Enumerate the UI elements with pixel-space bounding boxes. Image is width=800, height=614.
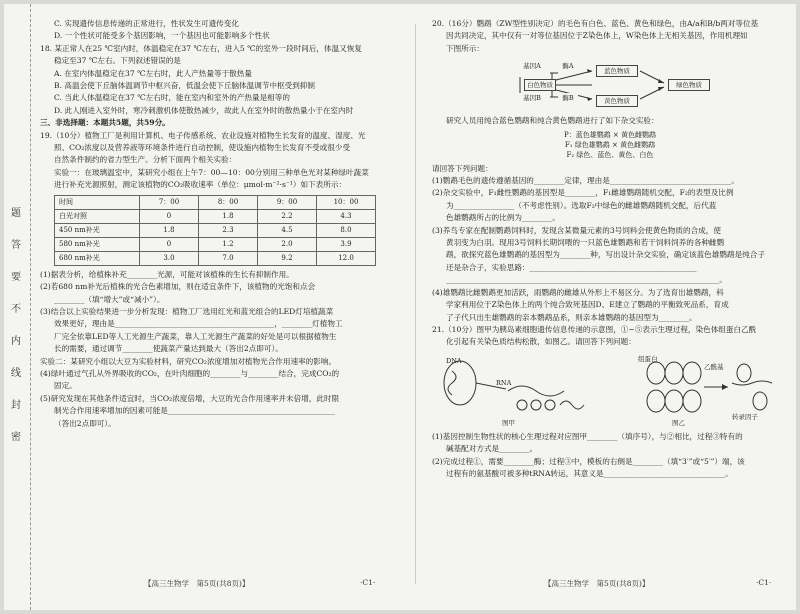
q19-sub-3c: 厂完全依靠LED等人工光源生产蔬菜，靠人工光源生产蔬菜的好处是可以根据植物生: [54, 331, 337, 341]
blue-substance-box: 蓝色物质: [596, 65, 638, 77]
q20-line: 下图所示：: [446, 43, 484, 53]
yellow-substance-box: 黄色物质: [596, 95, 638, 107]
q19-exp2: 实验二：某研究小组以大豆为实验材料，研究CO₂浓度增加对植物光合作用速率的影响。: [40, 356, 337, 366]
q18-stem: 18. 某正常人在25 ℃室内时，体温稳定在37 ℃左右，进入5 ℃的室外一段时间后，体温又恢复: [40, 43, 362, 53]
fig-rna-label: RNA: [496, 378, 512, 387]
fig-histone-label: 组蛋白: [638, 354, 658, 363]
q19-sub-2b: ________（填“增大”或“减小”）。: [54, 294, 165, 304]
q20-sub-3e: ________________________________________________________________________。: [446, 275, 727, 285]
q19-sub-5b: 制光合作用速率增加的因素可能是____________________________________________: [54, 406, 335, 416]
q20-ask: 请回答下列问题：: [432, 163, 493, 173]
gene-a-label: 基因A: [516, 61, 548, 71]
q20-sub-3: (3)养鸟专家在配制鹦鹉饲料时，发现含某微量元素的3号饲料会使黄色物质的合成，使: [432, 225, 721, 235]
exam-sheet: [4, 4, 796, 610]
table-header-cell: 8：00: [199, 195, 258, 209]
q20-sub-3d: 还是杂合子，实验思路：____________________________________________: [446, 262, 697, 272]
q20-sub-2b: 为________________（不考虑性别）。选取F₂中绿色的雌雄鹦鹉随机交配，后代蓝: [446, 200, 717, 210]
right-footer-code: ·C1·: [756, 578, 772, 587]
q20-sub-2c: 色雄鹦鹉所占的比例为________。: [446, 213, 560, 223]
left-footer: 【高三生物学 第5页(共8页)】: [144, 579, 250, 588]
section-heading: 三、非选择题：本题共5题，共59分。: [40, 118, 170, 128]
q19-line: 19.（10分）植物工厂是利用计算机、电子传感系统、农业设施对植物生长发育的温度、湿度、光: [40, 130, 366, 140]
table-cell: 1.8: [140, 223, 199, 237]
q20-sub-2: (2)杂交实验中，F₁雌性鹦鹉的基因型是________，F₁雌雄鹦鹉随机交配，F₂的表型及比例: [432, 188, 734, 198]
margin-char: 不: [11, 304, 21, 315]
fig-b-caption: 图乙: [672, 418, 685, 427]
table-cell: 2.0: [258, 237, 317, 251]
table-cell: 4.5: [258, 223, 317, 237]
q19-sub-2: (2)若680 nm补光后植株的光合色素增加，则在适宜条件下，该植物的光饱和点会: [40, 282, 316, 292]
table-row: [55, 251, 376, 265]
q19-sub-3d: 长的需要，通过调节________使蔬菜产量达到最大（答出2点即可）。: [54, 344, 283, 354]
table-cell: 0: [140, 237, 199, 251]
margin-char: 要: [11, 272, 21, 283]
q18-option-c: C. 当此人体温稳定在37 ℃左右时，能在室内和室外的产热量是相等的: [54, 93, 290, 103]
q20-sub-4b: 学家利用位于Z染色体上的两个纯合致死基因D、E建立了鹦鹉的平衡致死品系，育成: [446, 300, 729, 310]
left-footer-code: ·C1·: [360, 578, 376, 587]
margin-char: 题: [11, 208, 21, 219]
q18-option-b: B. 高温会使下丘脑体温调节中枢兴奋，低温会使下丘脑体温调节中枢受到抑制: [54, 81, 315, 91]
q18-stem-2: 稳定至37 ℃左右。下列叙述错误的是: [54, 56, 181, 66]
q21-sub-2: (2)完成过程①，需要________酶；过程③中，模板的右侧是________（填“3′”或“5′”）端，该: [432, 456, 745, 466]
page-divider: [415, 24, 416, 584]
margin-char: 内: [11, 336, 21, 347]
q21-stem: 21.（10分）图甲为胰岛素细胞遗传信息传递的示意图，①~⑤表示生理过程，染色体组蛋白乙酰: [432, 324, 757, 334]
margin-char: 封: [11, 400, 21, 411]
q19-line: 实验一：在玻璃温室中，某研究小组在上午7：00—10：00分别用三种单色光对某种绿叶蔬菜: [54, 167, 369, 177]
q21-sub-1b: 碱基配对方式是________。: [446, 444, 538, 454]
margin-char: 线: [11, 368, 21, 379]
cross-f2: F₂ 绿色、蓝色、黄色、白色: [566, 150, 654, 159]
table-cell: 680 nm补光: [55, 251, 140, 265]
table-header-row: [55, 195, 376, 209]
q19-sub-4: (4)绿叶通过气孔从外界吸收的CO₂，在叶肉细胞的________与________结合，完成CO₂的: [40, 368, 340, 378]
fig-acetyl-label: 乙酰基: [704, 362, 724, 371]
fig-a-caption: 图甲: [502, 418, 515, 427]
q18-option-d: D. 此人刚进入室外时，寒冷刺激机体使散热减少，故此人在室外时的散热量小于在室内时: [54, 105, 354, 115]
option-c: C. 实现遗传信息传递的正常进行，性状发生可遗传变化: [54, 19, 240, 28]
table-cell: 4.3: [317, 209, 376, 223]
table-row: [55, 223, 376, 237]
table-cell: 1.2: [199, 237, 258, 251]
q19-line: 进行补充光源照射，测定该植物的CO₂吸收速率（单位：μmol·m⁻²·s⁻¹）如下表所示：: [54, 180, 347, 190]
table-cell: 9.2: [258, 251, 317, 265]
q21-sub-2b: 过程有的氨基酸可被多种tRNA转运，其意义是________________________________。: [446, 468, 733, 478]
enzyme-a-label: 酶A: [558, 61, 578, 71]
table-row: [55, 209, 376, 223]
white-substance-box: 白色物质: [524, 79, 556, 91]
q19-sub-3b: 效果更好，理由是__________________________________________，________灯植物工: [54, 319, 343, 329]
q20-sub-3c: 鹉，欲探究蓝色雄鹦鹉的基因型为________种，写出设计杂交实验，确定该蓝色雄鹦鹉是纯合子: [446, 250, 765, 260]
q20-sub-3b: 黄羽变为白羽。现用3号饲料长期饲喂的一只蓝色雄鹦鹉和若干饲料饲养的各种雌鹦: [446, 238, 725, 248]
q19-sub-4b: 固定。: [54, 381, 77, 391]
table-cell: 0: [140, 209, 199, 223]
table-header-cell: 7：00: [140, 195, 199, 209]
pigment-pathway-diagram: [432, 59, 788, 113]
q18-option-a: A. 在室内体温稳定在37 ℃左右时，此人产热量等于散热量: [54, 68, 252, 78]
table-cell: 2.3: [199, 223, 258, 237]
binding-margin: [4, 4, 31, 610]
option-d: D. 一个性状可能受多个基因影响，一个基因也可能影响多个性状: [54, 31, 270, 41]
q20-sub-1: (1)鹦鹉毛色的遗传遵循基因的________定律，理由是________________________________。: [432, 176, 739, 186]
q19-sub-1: (1)据表分析，给植株补充________光源，可能对该植株的生长有抑制作用。: [40, 269, 294, 279]
margin-char: 密: [11, 432, 21, 443]
cross-diagram: [432, 130, 788, 160]
q20-line: 研究人员用纯合蓝色鹦鹉和纯合黄色鹦鹉进行了如下杂交实验：: [446, 116, 659, 126]
green-substance-box: 绿色物质: [668, 79, 710, 91]
gene-b-label: 基因B: [516, 93, 548, 103]
table-cell: 白光对照: [55, 209, 140, 223]
cross-parental: P：蓝色雄鹦鹉 × 黄色雌鹦鹉: [563, 130, 657, 139]
fig-factor-label: 转录因子: [732, 412, 758, 421]
table-header-cell: 9：00: [258, 195, 317, 209]
right-page: [432, 18, 788, 480]
q21-stem-2: 化引起有关染色质结构松散，如图乙。请回答下列问题：: [446, 337, 636, 347]
table-header-cell: 10：00: [317, 195, 376, 209]
table-cell: 12.0: [317, 251, 376, 265]
table-row: [55, 237, 376, 251]
q19-sub-5c: （答出2点即可）。: [54, 418, 116, 428]
table-cell: 7.0: [199, 251, 258, 265]
q19-sub-5: (5)研究发现在其他条件适宜时，当CO₂浓度倍增，大豆的光合作用速率并未倍增，此时限: [40, 393, 340, 403]
table-cell: 1.8: [199, 209, 258, 223]
table-cell: 450 nm补光: [55, 223, 140, 237]
table-cell: 8.0: [317, 223, 376, 237]
right-footer: 【高三生物学 第5页(共8页)】: [544, 579, 650, 588]
table-cell: 580 nm补光: [55, 237, 140, 251]
left-page: [40, 18, 402, 430]
table-header-cell: 时间: [55, 195, 140, 209]
table-cell: 3.9: [317, 237, 376, 251]
q20-sub-4: (4)雄鹦鹉比雌鹦鹉更加活跃，雨鹦鹉的雌雄从外形上不易区分。为了选育出雄鹦鹉，科: [432, 287, 724, 297]
fig-dna-label: DNA: [446, 356, 462, 365]
q20-sub-4c: 了子代只出生雄鹦鹉的亲本鹦鹉品系，则亲本雄鹦鹉的基因型为________。: [446, 312, 697, 322]
table-cell: 2.2: [258, 209, 317, 223]
cross-f1: F₁ 绿色雄鹦鹉 × 黄色雌鹦鹉: [564, 140, 656, 149]
q19-line: 照、CO₂浓度以及营养液等环境条件进行自动控制，使设施内植物生长发育不受或很少受: [54, 143, 351, 153]
table-cell: 3.0: [140, 251, 199, 265]
gene-expression-figures: [432, 353, 788, 429]
q20-line: 因共同决定，其中仅有一对等位基因位于Z染色体上，W染色体上无相关基因，作用机理如: [446, 31, 748, 41]
margin-char: 答: [11, 240, 21, 251]
q19-sub-3: (3)结合以上实验结果进一步分析发现：植物工厂选用红光和蓝光组合的LED灯培植蔬菜: [40, 306, 334, 316]
q20-line: 20.（16分）鹦鹉（ZW型性别决定）的毛色有白色、蓝色、黄色和绿色，由A/a和B/b两对等位基: [432, 19, 759, 28]
q19-line: 自然条件制约的省力型生产。分析下面两个相关实验：: [54, 155, 237, 165]
q21-sub-1: (1)基因控制生物性状的核心生理过程对应图甲________（填序号），与②相比，过程③特有的: [432, 431, 743, 441]
enzyme-b-label: 酶B: [558, 93, 578, 103]
co2-table: [54, 195, 376, 266]
